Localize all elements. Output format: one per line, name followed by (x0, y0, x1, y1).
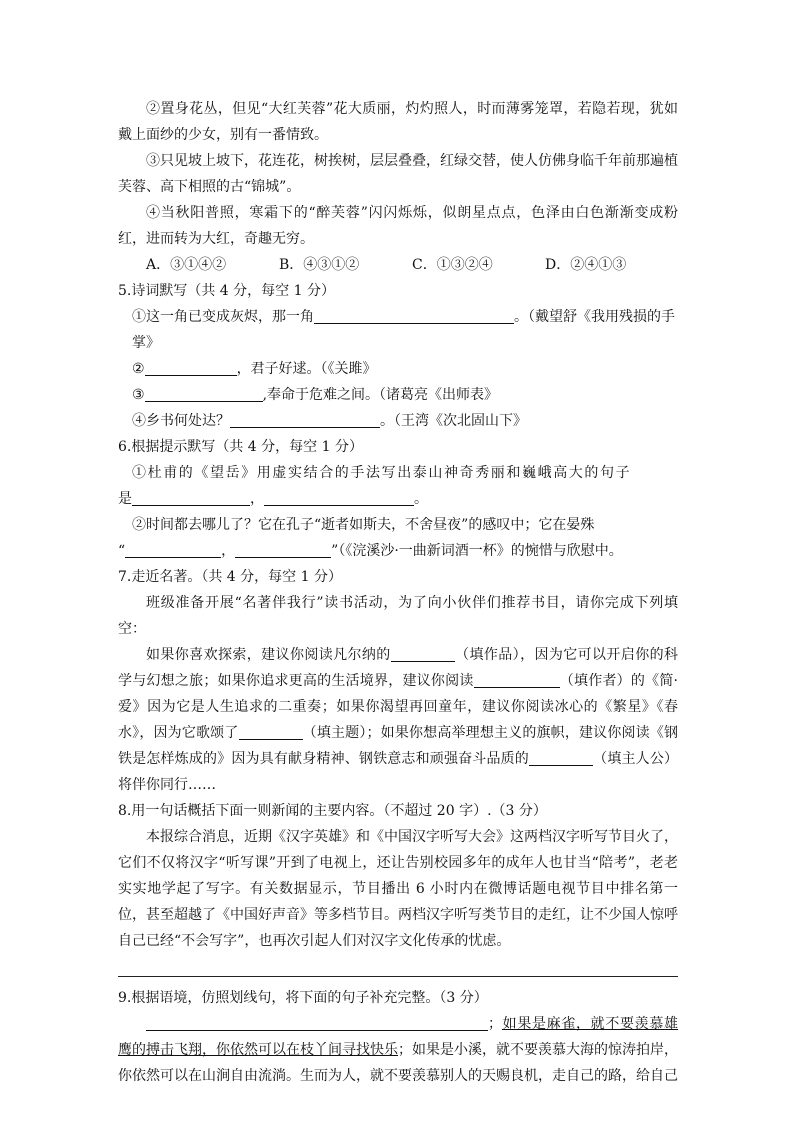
q8-news-body: 本报综合消息，近期《汉字英雄》和《中国汉字听写大会》这两档汉字听写节目火了，它们不仅将汉字“听写课”开到了电视上，还让告别校园多年的成年人也甘当“陪考”，老老实实地学起了写字。有关数据显示，节目播出 6 小时内在微博话题电视节目中排名第一位，甚至超越了《中国好声音》等多档节目。两档汉字听写类节目的走红，让不少国人惊呼自己已经“不会写字”，也再次引起人们对汉字文化传承的忧虑。 (118, 829, 678, 949)
q6-blank-2[interactable] (264, 489, 414, 506)
q6-blank-4[interactable] (235, 541, 331, 558)
q7-blank-3[interactable] (239, 723, 303, 740)
q6-line-2: ②时间都去哪儿了？它在孔子“逝者如斯夫，不舍昼夜”的感叹中；它在晏殊 (132, 517, 595, 533)
q6-blank-3[interactable] (125, 541, 221, 558)
q6-line-2b: “ ， ”（《浣溪沙·一曲新词酒一杯》的惋惜与欣慰中。 (118, 543, 623, 559)
q4-sentence-3: ③只见坡上坡下，花连花，树挨树，层层叠叠，红绿交替，使人仿佛身临千年前那遍植芙蓉、高下相照的古“锦城”。 (118, 153, 678, 195)
q7-blank-2[interactable] (474, 671, 560, 688)
q6-blank-1[interactable] (132, 489, 250, 506)
q6-line-1: ①杜甫的《望岳》用虚实结合的手法写出泰山神奇秀丽和巍峨高大的句子 (132, 465, 632, 481)
q5-line-2: ② ，君子好逑。（《关雎》 (132, 361, 377, 377)
q9-heading: 9.根据语境，仿照划线句，将下面的句子补充完整。（3 分） (118, 990, 488, 1006)
q9-body: ；如果是麻雀，就不要羡慕雄鹰的搏击飞翔，你依然可以在枝丫间寻找快乐；如果是小溪，就不要羡慕大海的惊涛拍岸，你依然可以在山涧自由流淌。生而为人，就不要羡慕别人的天赐良机，走自己的路，给自己 (118, 1016, 678, 1084)
q4-option-c[interactable]: C．①③②④ (412, 257, 493, 273)
q9-underlined-sentence: 如果是麻雀，就不要羡慕雄鹰的搏击飞翔，你依然可以在枝丫间寻找快乐 (118, 1016, 678, 1058)
q5-blank-1[interactable] (314, 307, 514, 324)
q8-answer-line[interactable] (118, 976, 678, 977)
q4-option-b[interactable]: B．④③①② (279, 257, 360, 273)
q5-line-1: ①这一角已变成灰烬，那一角 。（戴望舒《我用残损的手掌》 (132, 309, 675, 351)
q4-sentence-4: ④当秋阳普照，寒霜下的“醉芙蓉”闪闪烁烁，似朗星点点，色泽由白色渐渐变成粉红，进而转为大红，奇趣无穷。 (118, 205, 678, 247)
q6-line-1b: 是 ， 。 (118, 491, 428, 507)
q7-blank-1[interactable] (391, 645, 455, 662)
q4-option-a[interactable]: A．③①④② (146, 257, 227, 273)
q7-intro: 班级准备开展“名著伴我行”读书活动，为了向小伙伴们推荐书目，请你完成下列填空： (118, 595, 678, 637)
q5-blank-2[interactable] (145, 359, 237, 376)
q8-heading: 8.用一句话概括下面一则新闻的主要内容。（不超过 20 字）.（3 分） (118, 803, 547, 819)
exam-page (118, 96, 678, 1089)
q9-blank-1[interactable] (146, 1014, 488, 1031)
q5-line-4: ④乡书何处达？ 。（王湾《次北固山下》 (132, 413, 527, 429)
q5-blank-4[interactable] (230, 411, 380, 428)
q5-heading: 5.诗词默写（共 4 分，每空 1 分） (118, 283, 335, 299)
q6-heading: 6.根据提示默写（共 4 分，每空 1 分） (118, 439, 363, 455)
q4-sentence-2: ②置身花丛，但见“大红芙蓉”花大质丽，灼灼照人，时而薄雾笼罩，若隐若现，犹如戴上面纱的少女，别有一番情致。 (118, 101, 678, 143)
q7-body: 如果你喜欢探索，建议你阅读凡尔纳的 （填作品），因为它可以开启你的科学与幻想之旅；如果你追求更高的生活境界，建议你阅读 （填作者）的《简·爱》因为它是人生追求的二重奏；如果你渴望再回童年，建议你阅读冰心的《繁星》《春水》，因为它歌颂了 （填主题）；如果你想高举理想主义的旗帜，建议你阅读《钢铁是怎样炼成的》因为具有献身精神、钢铁意志和顽强奋斗品质的 （填主人公）将伴你同行…… (118, 647, 679, 793)
q5-blank-3[interactable] (145, 385, 263, 402)
q7-heading: 7.走近名著。（共 4 分，每空 1 分） (118, 569, 342, 585)
q4-option-d[interactable]: D．②④①③ (545, 257, 627, 273)
q4-options (118, 252, 678, 278)
q5-line-3: ③ ,奉命于危难之间。（诸葛亮《出师表》 (132, 387, 499, 403)
q7-blank-4[interactable] (529, 749, 593, 766)
